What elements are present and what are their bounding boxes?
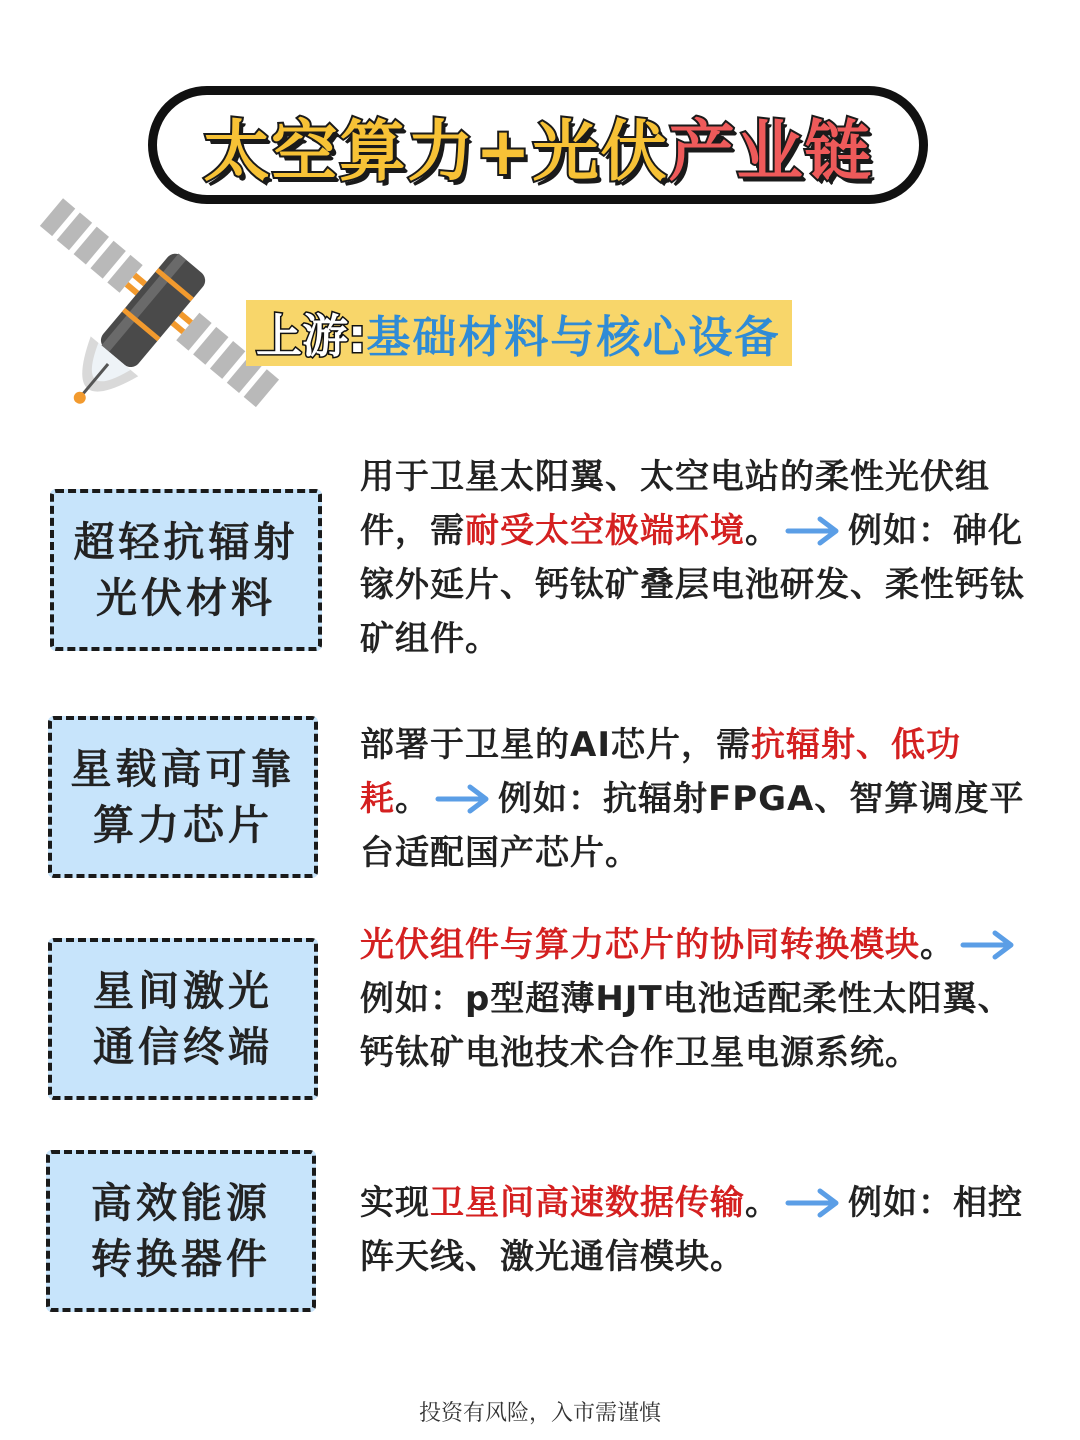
tag-line: 超轻抗辐射 [73,518,299,566]
page-title [203,98,872,193]
section-prefix: 上游: [256,309,367,363]
category-tag-2 [48,716,318,878]
desc-text: 。 [920,925,955,965]
tag-line: 转换器件 [91,1235,271,1283]
desc-text: 。 [395,779,430,819]
desc-text: 例如：相控阵天线、激光通信模块。 [360,1183,1023,1277]
desc-text: 。 [745,1183,780,1223]
section-title: 基础材料与核心设备 [366,312,781,363]
title-part-yellow: 太空算力+光伏 [203,112,669,190]
arrow-right-icon [434,782,494,816]
category-tag-3 [48,938,318,1100]
arrow-right-icon [784,1186,844,1220]
category-tag-1 [50,489,322,651]
category-tag-4 [46,1150,316,1312]
desc-highlight: 光伏组件与算力芯片的协同转换模块 [360,925,920,965]
arrow-right-icon [959,928,1019,962]
section-heading [246,300,792,366]
title-part-red: 产业链 [668,112,873,190]
risk-disclaimer: 投资有风险，入市需谨慎 [418,1401,661,1426]
item-description-3 [360,918,1030,1080]
desc-text: 例如：抗辐射FPGA、智算调度平台适配国产芯片。 [360,779,1025,873]
tag-line: 星间激光 [93,967,273,1015]
item-description-1 [360,450,1030,666]
desc-text: 例如：砷化镓外延片、钙钛矿叠层电池研发、柔性钙钛矿组件。 [360,511,1025,659]
desc-highlight: 耐受太空极端环境 [465,511,745,551]
arrow-right-icon [784,514,844,548]
desc-text: 部署于卫星的AI芯片，需 [360,725,751,765]
item-description-2 [360,718,1030,880]
desc-text: 例如：p型超薄HJT电池适配柔性太阳翼、钙钛矿电池技术合作卫星电源系统。 [360,979,1013,1073]
desc-highlight: 抗辐射、低功耗 [360,725,961,819]
desc-text: 用于卫星太阳翼、太空电站的柔性光伏组件，需 [360,457,990,551]
tag-line: 高效能源 [91,1179,271,1227]
desc-text: 。 [745,511,780,551]
tag-line: 算力芯片 [93,801,273,849]
tag-line: 星载高可靠 [70,745,296,793]
item-description-4 [360,1176,1030,1284]
tag-line: 通信终端 [93,1023,273,1071]
tag-line: 光伏材料 [96,574,276,622]
desc-highlight: 卫星间高速数据传输 [430,1183,745,1223]
desc-text: 实现 [360,1183,430,1223]
